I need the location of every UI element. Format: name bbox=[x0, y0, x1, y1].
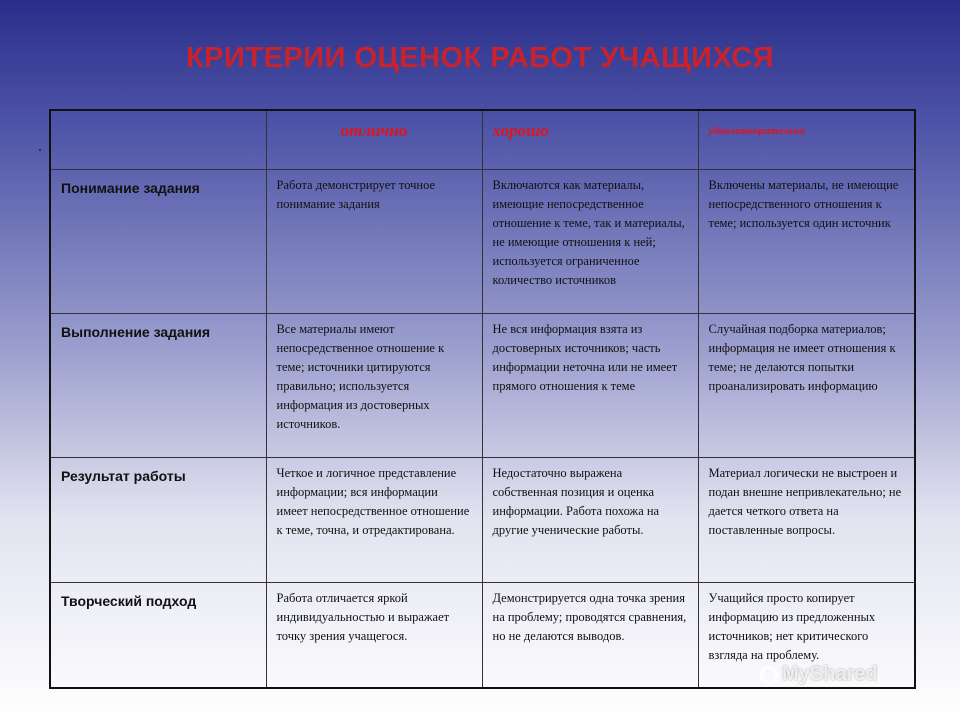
criteria-table bbox=[49, 109, 916, 689]
table-cell: Включаются как материалы, имеющие непосредственное отношение к теме, так и материалы, не имеющие отношения к ней; используется ограниченное количество источников bbox=[482, 170, 698, 314]
bullet-marker: . bbox=[38, 138, 42, 155]
table-cell: Работа отличается яркой индивидуальностью и выражает точку зрения учащегося. bbox=[266, 583, 482, 688]
table-cell: Демонстрируется одна точка зрения на проблему; проводятся сравнения, но не делаются выводов. bbox=[482, 583, 698, 688]
table-cell: Не вся информация взята из достоверных источников; часть информации неточна или не имеет прямого отношения к теме bbox=[482, 314, 698, 458]
header-excellent-label: отлично bbox=[340, 121, 408, 140]
table-cell: Недостаточно выражена собственная позиция и оценка информации. Работа похожа на другие ученические работы. bbox=[482, 458, 698, 583]
header-good-label: хорошо bbox=[492, 121, 549, 140]
table-row bbox=[50, 458, 915, 583]
row-label: Творческий подход bbox=[50, 583, 266, 688]
table-cell: Случайная подборка материалов; информация не имеет отношения к теме; не делаются попытки проанализировать информацию bbox=[698, 314, 915, 458]
table-cell: Материал логически не выстроен и подан внешне непривлекательно; не дается четкого ответа на поставленные вопросы. bbox=[698, 458, 915, 583]
row-label: Выполнение задания bbox=[50, 314, 266, 458]
header-excellent bbox=[266, 110, 482, 170]
table-row bbox=[50, 314, 915, 458]
table-cell: Учащийся просто копирует информацию из предложенных источников; нет критического взгляда на проблему. bbox=[698, 583, 915, 688]
watermark-text: MyShared bbox=[782, 663, 878, 685]
table-cell: Включены материалы, не имеющие непосредственного отношения к теме; используется один источник bbox=[698, 170, 915, 314]
header-satisfactory-label: удовлетворительно bbox=[708, 125, 806, 137]
table-cell: Работа демонстрирует точное понимание задания bbox=[266, 170, 482, 314]
header-row bbox=[50, 110, 915, 170]
table-cell: Все материалы имеют непосредственное отношение к теме; источники цитируются правильно; используется информация из достоверных источников. bbox=[266, 314, 482, 458]
table-cell: Четкое и логичное представление информации; вся информации имеет непосредственное отношение к теме, точна, и отредактирована. bbox=[266, 458, 482, 583]
row-label: Результат работы bbox=[50, 458, 266, 583]
header-empty bbox=[50, 110, 266, 170]
watermark bbox=[760, 663, 878, 686]
watermark-logo-icon bbox=[760, 666, 778, 684]
header-good bbox=[482, 110, 698, 170]
page-title: КРИТЕРИИ ОЦЕНОК РАБОТ УЧАЩИХСЯ bbox=[185, 42, 775, 74]
table-row bbox=[50, 170, 915, 314]
header-satisfactory bbox=[698, 110, 915, 170]
row-label: Понимание задания bbox=[50, 170, 266, 314]
